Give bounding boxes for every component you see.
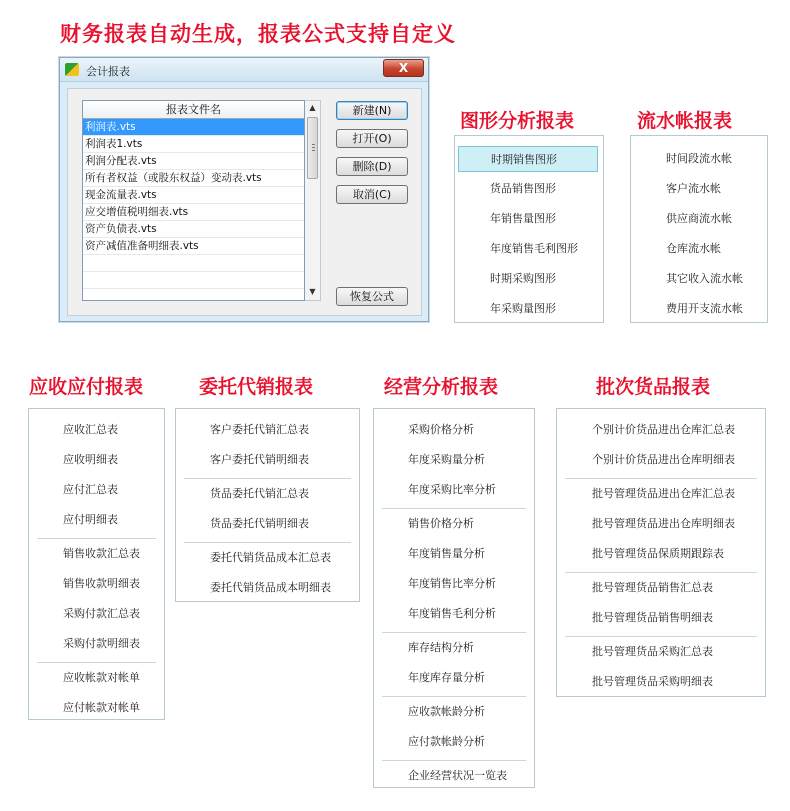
receivable-section-title: 应收应付报表 [29, 376, 144, 398]
app-icon [65, 63, 79, 76]
batch-report-box [556, 408, 766, 697]
business-report-item[interactable]: 应收款帐龄分析 [408, 705, 485, 718]
scroll-up-icon[interactable]: ▲ [309, 103, 316, 112]
graph-report-item[interactable]: 货品销售图形 [490, 182, 556, 195]
open-button[interactable]: 打开(O) [336, 129, 408, 148]
batch-section-title: 批次货品报表 [596, 376, 711, 398]
report-file-list[interactable] [82, 100, 305, 301]
page-title: 财务报表自动生成，报表公式支持自定义 [60, 22, 456, 46]
consign-report-item[interactable]: 客户委托代销汇总表 [210, 423, 309, 436]
graph-section-title: 图形分析报表 [460, 110, 575, 132]
receivable-report-item[interactable]: 销售收款明细表 [63, 577, 140, 590]
section-divider [37, 662, 156, 663]
graph-report-box [454, 135, 604, 323]
dialog-titlebar[interactable] [60, 58, 428, 82]
file-list-item[interactable]: 应交增值税明细表.vts [83, 204, 304, 221]
journal-report-box [630, 135, 768, 323]
receivable-report-item[interactable]: 应收帐款对帐单 [63, 671, 140, 684]
section-divider [382, 508, 526, 509]
batch-report-item[interactable]: 批号管理货品进出仓库明细表 [592, 517, 735, 530]
file-list-item[interactable] [83, 255, 304, 272]
batch-report-item[interactable]: 批号管理货品销售明细表 [592, 611, 713, 624]
receivable-report-item[interactable]: 采购付款汇总表 [63, 607, 140, 620]
dialog-title: 会计报表 [86, 65, 130, 78]
receivable-report-item[interactable]: 销售收款汇总表 [63, 547, 140, 560]
business-report-item[interactable]: 企业经营状况一览表 [408, 769, 507, 782]
consign-report-item[interactable]: 委托代销货品成本明细表 [210, 581, 331, 594]
batch-report-item[interactable]: 批号管理货品采购明细表 [592, 675, 713, 688]
business-section-title: 经营分析报表 [384, 376, 499, 398]
receivable-report-item[interactable]: 应付明细表 [63, 513, 118, 526]
batch-report-item[interactable]: 批号管理货品进出仓库汇总表 [592, 487, 735, 500]
business-report-item[interactable]: 年度销售量分析 [408, 547, 485, 560]
list-header[interactable]: 报表文件名 [83, 101, 304, 119]
file-list-item[interactable]: 现金流量表.vts [83, 187, 304, 204]
consign-report-item[interactable]: 委托代销货品成本汇总表 [210, 551, 331, 564]
graph-report-item[interactable]: 时期采购图形 [490, 272, 556, 285]
consign-section-title: 委托代销报表 [199, 376, 314, 398]
restore-formula-button[interactable]: 恢复公式 [336, 287, 408, 306]
close-button[interactable]: X [383, 59, 424, 77]
section-divider [565, 636, 757, 637]
business-report-item[interactable]: 年度销售毛利分析 [408, 607, 496, 620]
graph-report-item[interactable]: 年采购量图形 [490, 302, 556, 315]
dialog-body [67, 88, 422, 316]
section-divider [382, 760, 526, 761]
delete-button[interactable]: 删除(D) [336, 157, 408, 176]
receivable-report-item[interactable]: 应收汇总表 [63, 423, 118, 436]
cancel-button[interactable]: 取消(C) [336, 185, 408, 204]
receivable-report-item[interactable]: 采购付款明细表 [63, 637, 140, 650]
file-list-item[interactable]: 资产减值准备明细表.vts [83, 238, 304, 255]
business-report-item[interactable]: 应付款帐龄分析 [408, 735, 485, 748]
journal-report-item[interactable]: 供应商流水帐 [666, 212, 732, 225]
file-list-item[interactable]: 利润表1.vts [83, 136, 304, 153]
section-divider [184, 478, 351, 479]
batch-report-item[interactable]: 批号管理货品采购汇总表 [592, 645, 713, 658]
business-report-item[interactable]: 库存结构分析 [408, 641, 474, 654]
batch-report-item[interactable]: 个别计价货品进出仓库汇总表 [592, 423, 735, 436]
consign-report-item[interactable]: 货品委托代销汇总表 [210, 487, 309, 500]
section-divider [565, 478, 757, 479]
receivable-report-box [28, 408, 165, 720]
journal-report-item[interactable]: 费用开支流水帐 [666, 302, 743, 315]
scroll-down-icon[interactable]: ▼ [309, 287, 316, 296]
receivable-report-item[interactable]: 应付帐款对帐单 [63, 701, 140, 714]
business-report-item[interactable]: 年度销售比率分析 [408, 577, 496, 590]
journal-report-item[interactable]: 其它收入流水帐 [666, 272, 743, 285]
journal-report-item[interactable]: 时间段流水帐 [666, 152, 732, 165]
section-divider [565, 572, 757, 573]
graph-report-item[interactable]: 年度销售毛利图形 [490, 242, 578, 255]
consign-report-item[interactable]: 客户委托代销明细表 [210, 453, 309, 466]
file-list-item[interactable]: 所有者权益（或股东权益）变动表.vts [83, 170, 304, 187]
file-list-item[interactable]: 利润表.vts [83, 119, 304, 136]
business-report-item[interactable]: 年度库存量分析 [408, 671, 485, 684]
new-button[interactable]: 新建(N) [336, 101, 408, 120]
batch-report-item[interactable]: 批号管理货品保质期跟踪表 [592, 547, 724, 560]
batch-report-item[interactable]: 批号管理货品销售汇总表 [592, 581, 713, 594]
section-divider [382, 632, 526, 633]
business-report-item[interactable]: 年度采购比率分析 [408, 483, 496, 496]
journal-report-item[interactable]: 仓库流水帐 [666, 242, 721, 255]
consign-report-item[interactable]: 货品委托代销明细表 [210, 517, 309, 530]
file-list-item[interactable] [83, 272, 304, 289]
section-divider [184, 542, 351, 543]
report-dialog [59, 57, 429, 322]
file-list-item[interactable]: 资产负债表.vts [83, 221, 304, 238]
graph-report-item[interactable]: 年销售量图形 [490, 212, 556, 225]
file-list-item[interactable]: 利润分配表.vts [83, 153, 304, 170]
section-divider [37, 538, 156, 539]
list-scrollbar[interactable] [305, 100, 321, 301]
business-report-box [373, 408, 535, 788]
scroll-thumb[interactable] [307, 117, 318, 179]
business-report-item[interactable]: 销售价格分析 [408, 517, 474, 530]
receivable-report-item[interactable]: 应付汇总表 [63, 483, 118, 496]
batch-report-item[interactable]: 个别计价货品进出仓库明细表 [592, 453, 735, 466]
section-divider [382, 696, 526, 697]
graph-report-item[interactable]: 时期销售图形 [458, 146, 598, 172]
journal-section-title: 流水帐报表 [637, 110, 733, 132]
business-report-item[interactable]: 采购价格分析 [408, 423, 474, 436]
business-report-item[interactable]: 年度采购量分析 [408, 453, 485, 466]
receivable-report-item[interactable]: 应收明细表 [63, 453, 118, 466]
consign-report-box [175, 408, 360, 602]
journal-report-item[interactable]: 客户流水帐 [666, 182, 721, 195]
